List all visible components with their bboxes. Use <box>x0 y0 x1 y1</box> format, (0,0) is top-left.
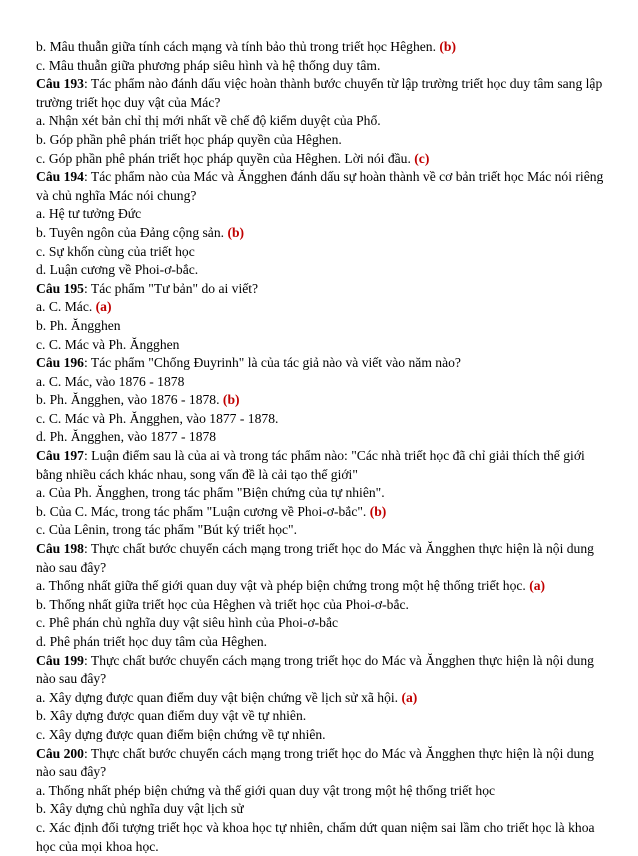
option-line <box>36 57 614 76</box>
question-text: : Thực chất bước chuyển cách mạng trong triết học do Mác và Ăngghen thực hiện là nội dung nào sau đây? <box>36 652 594 687</box>
option-text: c. Mâu thuẫn giữa phương pháp siêu hình và hệ thống duy tâm. <box>36 57 381 73</box>
option-line <box>36 633 614 652</box>
option-line <box>36 224 614 243</box>
option-text: a. C. Mác, vào 1876 - 1878 <box>36 373 185 389</box>
option-text: a. Nhận xét bản chỉ thị mới nhất về chế độ kiểm duyệt của Phổ. <box>36 113 381 129</box>
question-number: Câu 196 <box>36 355 84 371</box>
option-line <box>36 261 614 280</box>
option-line <box>36 38 614 57</box>
question-line <box>36 75 614 112</box>
option-line <box>36 726 614 745</box>
quiz-content <box>36 38 614 856</box>
question-line <box>36 168 614 205</box>
question-line <box>36 280 614 299</box>
option-text: a. C. Mác. <box>36 299 93 315</box>
option-line <box>36 503 614 522</box>
option-text: a. Của Ph. Ăngghen, trong tác phẩm "Biện chứng của tự nhiên". <box>36 485 385 501</box>
answer-marker: (c) <box>414 150 430 166</box>
option-line <box>36 484 614 503</box>
option-line <box>36 298 614 317</box>
option-line <box>36 150 614 169</box>
option-text: c. C. Mác và Ph. Ăngghen <box>36 336 180 352</box>
option-line <box>36 800 614 819</box>
answer-marker: (b) <box>439 39 457 54</box>
question-text: : Tác phẩm "Tư bản" do ai viết? <box>83 280 259 296</box>
option-line <box>36 373 614 392</box>
question-number: Câu 197 <box>36 448 84 464</box>
question-number: Câu 194 <box>36 169 84 185</box>
option-line <box>36 410 614 429</box>
answer-marker: (b) <box>222 392 240 408</box>
option-text: a. Thống nhất giữa thế giới quan duy vật và phép biện chứng trong một hệ thống triết học. <box>36 578 526 594</box>
option-text: d. Ph. Ăngghen, vào 1877 - 1878 <box>36 429 217 445</box>
option-line <box>36 243 614 262</box>
answer-marker: (b) <box>369 503 387 519</box>
question-text: : Luận điểm sau là của ai và trong tác phẩm nào: "Các nhà triết học đã chỉ giải thích thế giới bằng nhiều cách khác nhau, song vấn đề là cải tạo thế giới" <box>36 448 585 482</box>
option-line <box>36 782 614 801</box>
option-text: b. Xây dựng được quan điểm duy vật về tự nhiên. <box>36 708 307 724</box>
option-text: b. Tuyên ngôn của Đảng cộng sản. <box>36 224 225 240</box>
option-text: c. Sự khốn cùng của triết học <box>36 243 195 259</box>
answer-marker: (a) <box>529 578 546 594</box>
option-line <box>36 205 614 224</box>
option-text: b. Xây dựng chủ nghĩa duy vật lịch sử <box>36 801 244 817</box>
answer-marker: (a) <box>401 689 418 705</box>
option-text: a. Hệ tư tưởng Đức <box>36 206 142 222</box>
option-text: c. Xác định đối tượng triết học và khoa học tự nhiên, chấm dứt quan niệm sai lầm cho triết học là khoa học của mọi khoa học. <box>36 819 595 854</box>
question-text: : Thực chất bước chuyển cách mạng trong triết học do Mác và Ăngghen thực hiện là nội dung nào sau đây? <box>36 541 594 575</box>
option-line <box>36 391 614 410</box>
answer-marker: (b) <box>227 224 245 240</box>
option-text: b. Ph. Ăngghen <box>36 317 121 333</box>
question-number: Câu 200 <box>36 745 84 761</box>
option-text: d. Phê phán triết học duy tâm của Hêghen. <box>36 634 268 649</box>
option-text: c. Góp phần phê phán triết học pháp quyền của Hêghen. Lời nói đầu. <box>36 150 411 166</box>
option-text: c. Xây dựng được quan điểm biện chứng về tự nhiên. <box>36 726 326 742</box>
option-text: d. Luận cương về Phoi-ơ-bắc. <box>36 262 199 278</box>
option-text: c. Phê phán chủ nghĩa duy vật siêu hình của Phoi-ơ-bắc <box>36 615 339 631</box>
question-number: Câu 193 <box>36 76 84 92</box>
option-line <box>36 819 614 856</box>
option-line <box>36 112 614 131</box>
question-number: Câu 195 <box>36 280 84 296</box>
question-line <box>36 354 614 373</box>
option-text: b. Của C. Mác, trong tác phẩm "Luận cương về Phoi-ơ-bắc". <box>36 503 367 519</box>
option-line <box>36 596 614 615</box>
option-line <box>36 689 614 708</box>
option-text: c. C. Mác và Ph. Ăngghen, vào 1877 - 1878. <box>36 410 279 426</box>
question-text: : Tác phẩm nào đánh dấu việc hoàn thành bước chuyển từ lập trường triết học duy tâm sang lập trường triết học duy vật của Mác? <box>36 76 603 110</box>
question-text: : Tác phẩm nào của Mác và Ăngghen đánh dấu sự hoàn thành về cơ bản triết học Mác nói riêng và chủ nghĩa Mác nói chung? <box>36 169 604 203</box>
option-line <box>36 521 614 540</box>
option-line <box>36 577 614 596</box>
option-text: c. Của Lênin, trong tác phẩm "Bút ký triết học". <box>36 522 298 538</box>
question-number: Câu 198 <box>36 541 84 557</box>
question-number: Câu 199 <box>36 652 84 668</box>
option-text: a. Xây dựng được quan điểm duy vật biện chứng về lịch sử xã hội. <box>36 689 399 705</box>
option-line <box>36 707 614 726</box>
question-text: : Tác phẩm "Chống Đuyrinh" là của tác giả nào và viết vào năm nào? <box>83 355 461 371</box>
option-line <box>36 317 614 336</box>
question-line <box>36 745 614 782</box>
option-line <box>36 336 614 355</box>
question-text: : Thực chất bước chuyển cách mạng trong triết học do Mác và Ăngghen thực hiện là nội dung nào sau đây? <box>36 745 594 780</box>
answer-marker: (a) <box>95 299 112 315</box>
option-text: b. Mâu thuẫn giữa tính cách mạng và tính bảo thủ trong triết học Hêghen. <box>36 39 436 54</box>
option-line <box>36 131 614 150</box>
question-line <box>36 540 614 577</box>
question-line <box>36 447 614 484</box>
option-text: a. Thống nhất phép biện chứng và thế giới quan duy vật trong một hệ thống triết học <box>36 782 496 798</box>
option-text: b. Ph. Ăngghen, vào 1876 - 1878. <box>36 392 220 408</box>
option-text: b. Thống nhất giữa triết học của Hêghen và triết học của Phoi-ơ-bắc. <box>36 596 409 612</box>
option-text: b. Góp phần phê phán triết học pháp quyền của Hêghen. <box>36 131 342 147</box>
question-line <box>36 652 614 689</box>
option-line <box>36 614 614 633</box>
option-line <box>36 428 614 447</box>
